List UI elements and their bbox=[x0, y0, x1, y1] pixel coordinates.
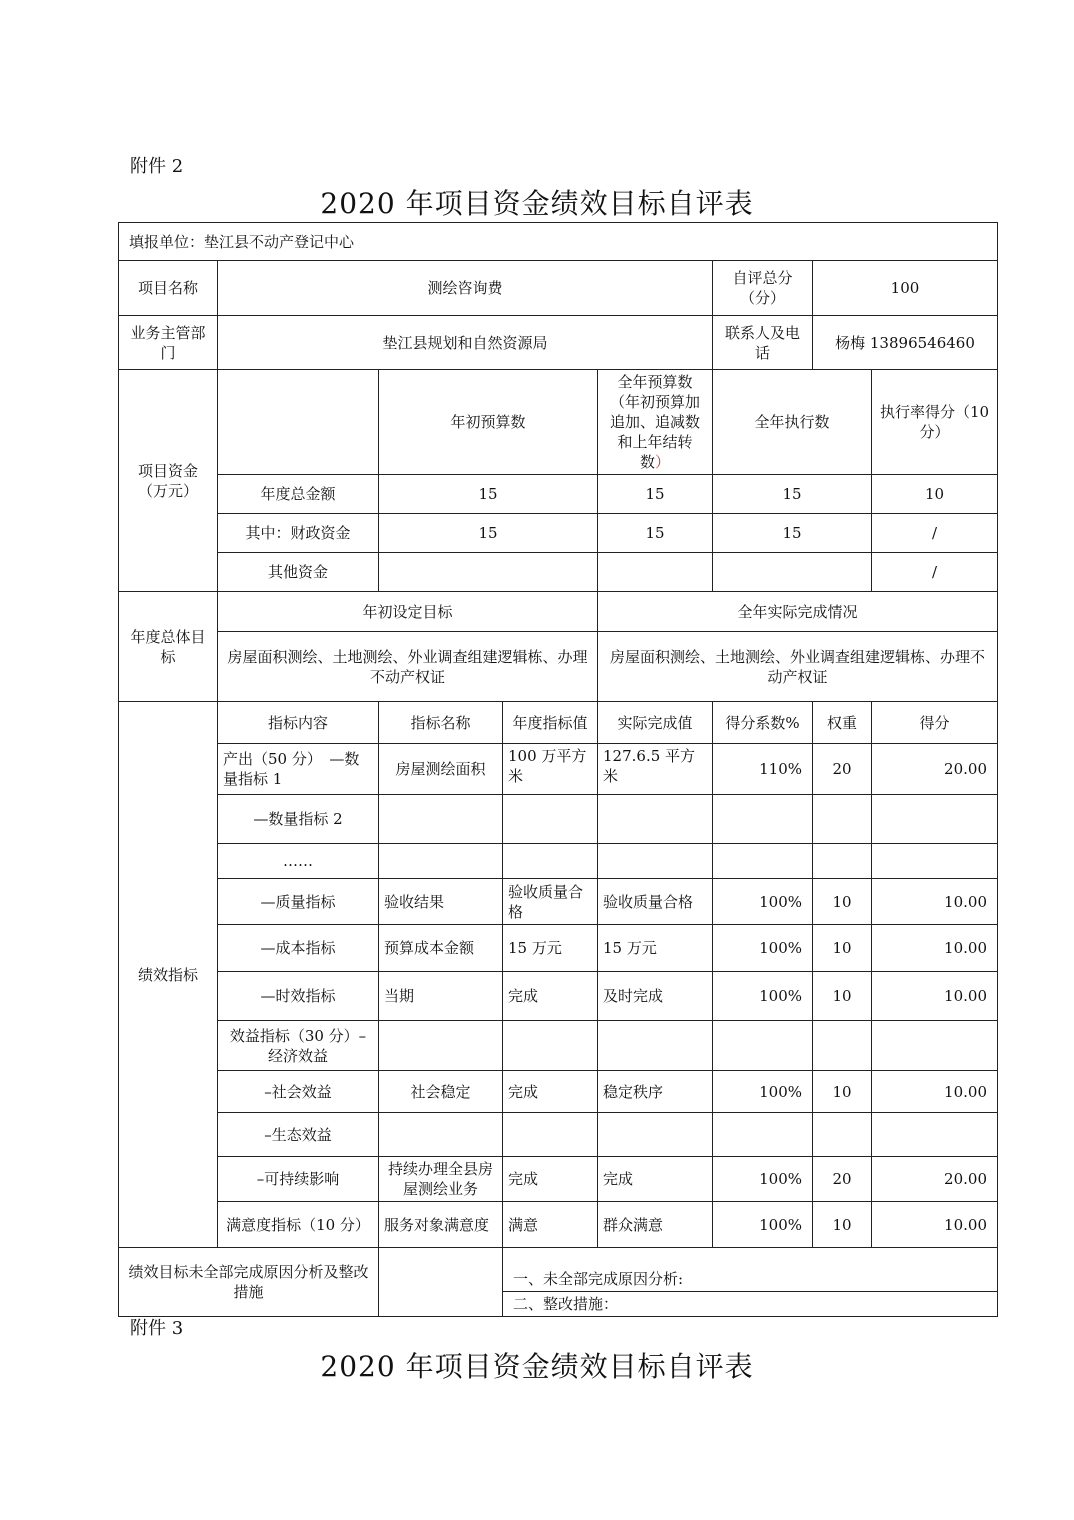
funds-row-label: 其他资金 bbox=[218, 553, 379, 592]
indicator-target: 15 万元 bbox=[503, 925, 598, 972]
indicator-score bbox=[872, 1113, 998, 1157]
col-full-budget-text: 全年预算数（年初预算加追加、追减数和上年结转数 bbox=[609, 373, 700, 471]
self-score-label: 自评总分（分） bbox=[713, 261, 813, 316]
indicator-name: 当期 bbox=[379, 972, 503, 1021]
contact-value: 杨梅 13896546460 bbox=[813, 316, 998, 370]
indicator-name bbox=[379, 844, 503, 879]
indicator-coef bbox=[713, 844, 813, 879]
indicator-weight bbox=[813, 1021, 872, 1071]
attachment-label-top: 附件 2 bbox=[130, 156, 184, 177]
indicator-score: 10.00 bbox=[872, 972, 998, 1021]
indicator-content: —成本指标 bbox=[218, 925, 379, 972]
indicator-name: 预算成本金额 bbox=[379, 925, 503, 972]
contact-label: 联系人及电话 bbox=[713, 316, 813, 370]
indicator-row bbox=[119, 844, 998, 879]
indicator-score: 10.00 bbox=[872, 1071, 998, 1113]
indicator-score: 10.00 bbox=[872, 1202, 998, 1248]
indicator-row bbox=[119, 1157, 998, 1202]
indicator-weight bbox=[813, 1113, 872, 1157]
indicator-coef: 110% bbox=[713, 744, 813, 795]
col-annual-exec: 全年执行数 bbox=[713, 370, 872, 475]
indicator-target bbox=[503, 795, 598, 844]
project-name: 测绘咨询费 bbox=[218, 261, 713, 316]
overall-goal-label: 年度总体目标 bbox=[119, 592, 218, 702]
funds-exec: 15 bbox=[713, 475, 872, 514]
indicator-row bbox=[119, 925, 998, 972]
indicator-header: 权重 bbox=[813, 702, 872, 744]
indicator-weight: 20 bbox=[813, 1157, 872, 1202]
indicator-target: 完成 bbox=[503, 1157, 598, 1202]
indicator-content: 满意度指标（10 分） bbox=[218, 1202, 379, 1248]
indicator-row bbox=[119, 795, 998, 844]
indicator-content: —质量指标 bbox=[218, 879, 379, 925]
indicator-target bbox=[503, 1021, 598, 1071]
indicator-row bbox=[119, 1071, 998, 1113]
indicator-score: 20.00 bbox=[872, 744, 998, 795]
initial-goal-text: 房屋面积测绘、土地测绘、外业调查组建逻辑栋、办理不动产权证 bbox=[218, 632, 598, 702]
indicator-score bbox=[872, 844, 998, 879]
funds-row-label: 其中：财政资金 bbox=[218, 514, 379, 553]
indicator-row bbox=[119, 1021, 998, 1071]
project-name-label: 项目名称 bbox=[119, 261, 218, 316]
indicator-coef bbox=[713, 795, 813, 844]
indicator-name bbox=[379, 1113, 503, 1157]
indicator-actual: 完成 bbox=[598, 1157, 713, 1202]
indicator-actual bbox=[598, 795, 713, 844]
indicator-coef: 100% bbox=[713, 1157, 813, 1202]
indicator-actual: 127.6.5 平方米 bbox=[598, 744, 713, 795]
indicator-name: 房屋测绘面积 bbox=[379, 744, 503, 795]
funds-exec bbox=[713, 553, 872, 592]
indicator-content: —数量指标 2 bbox=[218, 795, 379, 844]
indicator-name: 社会稳定 bbox=[379, 1071, 503, 1113]
indicator-target: 完成 bbox=[503, 1071, 598, 1113]
indicator-score: 20.00 bbox=[872, 1157, 998, 1202]
indicator-weight: 10 bbox=[813, 1202, 872, 1248]
indicator-target bbox=[503, 1113, 598, 1157]
indicator-row bbox=[119, 879, 998, 925]
indicator-weight: 10 bbox=[813, 879, 872, 925]
indicator-content: 产出（50 分） —数量指标 1 bbox=[218, 744, 379, 795]
analysis-reason: 一、未全部完成原因分析: bbox=[503, 1248, 998, 1292]
indicator-actual: 稳定秩序 bbox=[598, 1071, 713, 1113]
indicator-actual bbox=[598, 1113, 713, 1157]
indicator-row bbox=[119, 972, 998, 1021]
indicator-coef: 100% bbox=[713, 1202, 813, 1248]
funds-full: 15 bbox=[598, 475, 713, 514]
indicator-header: 指标名称 bbox=[379, 702, 503, 744]
indicator-actual bbox=[598, 1021, 713, 1071]
indicator-content: 效益指标（30 分）–经济效益 bbox=[218, 1021, 379, 1071]
funds-full bbox=[598, 553, 713, 592]
indicator-score: 10.00 bbox=[872, 925, 998, 972]
filler-unit: 填报单位：垫江县不动产登记中心 bbox=[119, 223, 998, 261]
indicator-content: –生态效益 bbox=[218, 1113, 379, 1157]
indicator-row bbox=[119, 1113, 998, 1157]
indicator-coef: 100% bbox=[713, 972, 813, 1021]
self-score: 100 bbox=[813, 261, 998, 316]
indicator-actual: 验收质量合格 bbox=[598, 879, 713, 925]
indicator-name: 服务对象满意度 bbox=[379, 1202, 503, 1248]
col-full-budget bbox=[598, 370, 713, 475]
indicator-coef: 100% bbox=[713, 879, 813, 925]
funds-label: 项目资金（万元） bbox=[119, 370, 218, 592]
funds-initial: 15 bbox=[379, 514, 598, 553]
initial-goal-header: 年初设定目标 bbox=[218, 592, 598, 632]
analysis-label: 绩效目标未全部完成原因分析及整改措施 bbox=[119, 1248, 379, 1317]
indicator-header: 实际完成值 bbox=[598, 702, 713, 744]
funds-rate: / bbox=[872, 514, 998, 553]
funds-exec: 15 bbox=[713, 514, 872, 553]
indicator-actual bbox=[598, 844, 713, 879]
funds-row-label: 年度总金额 bbox=[218, 475, 379, 514]
indicator-row bbox=[119, 1202, 998, 1248]
indicator-target: 验收质量合格 bbox=[503, 879, 598, 925]
actual-completion-text: 房屋面积测绘、土地测绘、外业调查组建逻辑栋、办理不动产权证 bbox=[598, 632, 998, 702]
indicator-header: 年度指标值 bbox=[503, 702, 598, 744]
indicators-label: 绩效指标 bbox=[119, 702, 218, 1248]
indicator-row bbox=[119, 744, 998, 795]
funds-initial bbox=[379, 553, 598, 592]
indicator-target: 满意 bbox=[503, 1202, 598, 1248]
page-title-bottom: 2020 年项目资金绩效目标自评表 bbox=[320, 1350, 754, 1383]
funds-rate: / bbox=[872, 553, 998, 592]
indicator-actual: 15 万元 bbox=[598, 925, 713, 972]
indicator-actual: 及时完成 bbox=[598, 972, 713, 1021]
attachment-label-bottom: 附件 3 bbox=[130, 1318, 184, 1339]
indicator-target: 完成 bbox=[503, 972, 598, 1021]
indicator-coef: 100% bbox=[713, 925, 813, 972]
funds-header-blank bbox=[218, 370, 379, 475]
indicator-content: –可持续影响 bbox=[218, 1157, 379, 1202]
analysis-blank bbox=[379, 1248, 503, 1317]
self-evaluation-table bbox=[118, 222, 998, 1317]
indicator-header: 得分系数% bbox=[713, 702, 813, 744]
indicator-score bbox=[872, 1021, 998, 1071]
indicator-header: 得分 bbox=[872, 702, 998, 744]
indicator-weight bbox=[813, 844, 872, 879]
indicator-coef: 100% bbox=[713, 1071, 813, 1113]
funds-full: 15 bbox=[598, 514, 713, 553]
indicator-weight: 10 bbox=[813, 972, 872, 1021]
indicator-target bbox=[503, 844, 598, 879]
indicator-name: 验收结果 bbox=[379, 879, 503, 925]
indicator-score bbox=[872, 795, 998, 844]
indicator-content: –社会效益 bbox=[218, 1071, 379, 1113]
funds-rate: 10 bbox=[872, 475, 998, 514]
indicator-score: 10.00 bbox=[872, 879, 998, 925]
indicator-coef bbox=[713, 1113, 813, 1157]
indicator-name: 持续办理全县房屋测绘业务 bbox=[379, 1157, 503, 1202]
indicator-actual: 群众满意 bbox=[598, 1202, 713, 1248]
dept-name: 垫江县规划和自然资源局 bbox=[218, 316, 713, 370]
indicator-content: …… bbox=[218, 844, 379, 879]
indicator-header: 指标内容 bbox=[218, 702, 379, 744]
actual-completion-header: 全年实际完成情况 bbox=[598, 592, 998, 632]
indicator-target: 100 万平方米 bbox=[503, 744, 598, 795]
indicator-name bbox=[379, 795, 503, 844]
indicator-weight: 20 bbox=[813, 744, 872, 795]
page-title: 2020 年项目资金绩效目标自评表 bbox=[320, 187, 754, 220]
col-full-budget-paren: ） bbox=[655, 453, 671, 471]
indicator-coef bbox=[713, 1021, 813, 1071]
funds-initial: 15 bbox=[379, 475, 598, 514]
indicator-weight: 10 bbox=[813, 1071, 872, 1113]
indicator-weight: 10 bbox=[813, 925, 872, 972]
col-exec-rate: 执行率得分（10 分） bbox=[872, 370, 998, 475]
analysis-measures: 二、整改措施： bbox=[503, 1292, 998, 1317]
indicator-name bbox=[379, 1021, 503, 1071]
dept-label: 业务主管部门 bbox=[119, 316, 218, 370]
indicator-content: —时效指标 bbox=[218, 972, 379, 1021]
col-initial-budget: 年初预算数 bbox=[379, 370, 598, 475]
indicator-weight bbox=[813, 795, 872, 844]
